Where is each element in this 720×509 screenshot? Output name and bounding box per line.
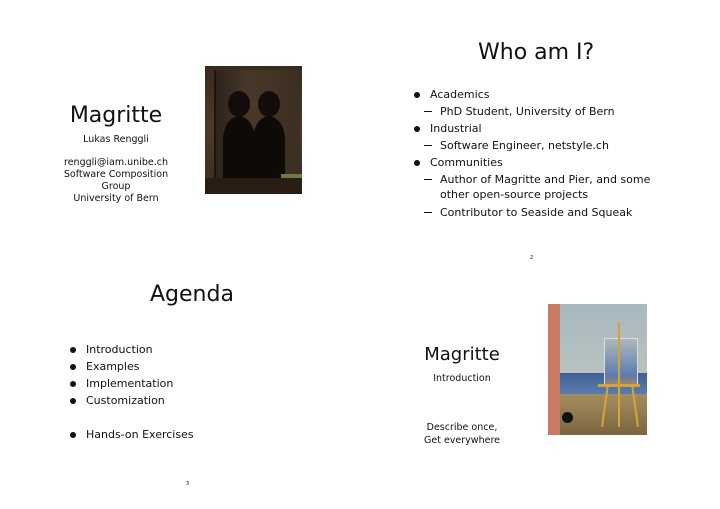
list-spacer <box>70 409 270 426</box>
agenda-list <box>70 341 270 443</box>
note-line-2: Get everywhere <box>424 435 500 446</box>
slide1-email: renggli@iam.unibe.ch <box>64 157 168 168</box>
list-item: Contributor to Seaside and Squeak <box>414 204 674 221</box>
slide1-university: University of Bern <box>73 193 159 204</box>
painting-not-to-be-reproduced <box>205 66 302 194</box>
list-item: Software Engineer, netstyle.ch <box>414 137 674 154</box>
slide4-note <box>412 421 512 447</box>
painting-human-condition <box>548 304 647 435</box>
list-item: Hands-on Exercises <box>70 426 270 443</box>
list-item: Customization <box>70 392 270 409</box>
list-item: Communities <box>414 154 674 171</box>
slide1-author: Lukas Renggli <box>83 134 149 145</box>
list-item: PhD Student, University of Bern <box>414 103 674 120</box>
slide3-title: Agenda <box>150 282 234 307</box>
slide4-title: Magritte <box>424 344 500 365</box>
list-item: Examples <box>70 358 270 375</box>
note-line-1: Describe once, <box>426 422 498 433</box>
slide2-bullet-list <box>414 86 674 221</box>
list-item: Author of Magritte and Pier, and some other open-source projects <box>414 171 674 204</box>
slide1-group: Software Composition Group <box>63 169 169 192</box>
list-item: Introduction <box>70 341 270 358</box>
page-number: 2 <box>530 255 534 261</box>
list-item: Industrial <box>414 120 674 137</box>
slide4-subtitle: Introduction <box>433 373 491 384</box>
slide2-title: Who am I? <box>478 40 595 65</box>
list-item: Implementation <box>70 375 270 392</box>
slide1-contact <box>52 157 180 205</box>
list-item: Academics <box>414 86 674 103</box>
page-number: 3 <box>186 481 190 487</box>
slide1-title: Magritte <box>69 103 163 128</box>
